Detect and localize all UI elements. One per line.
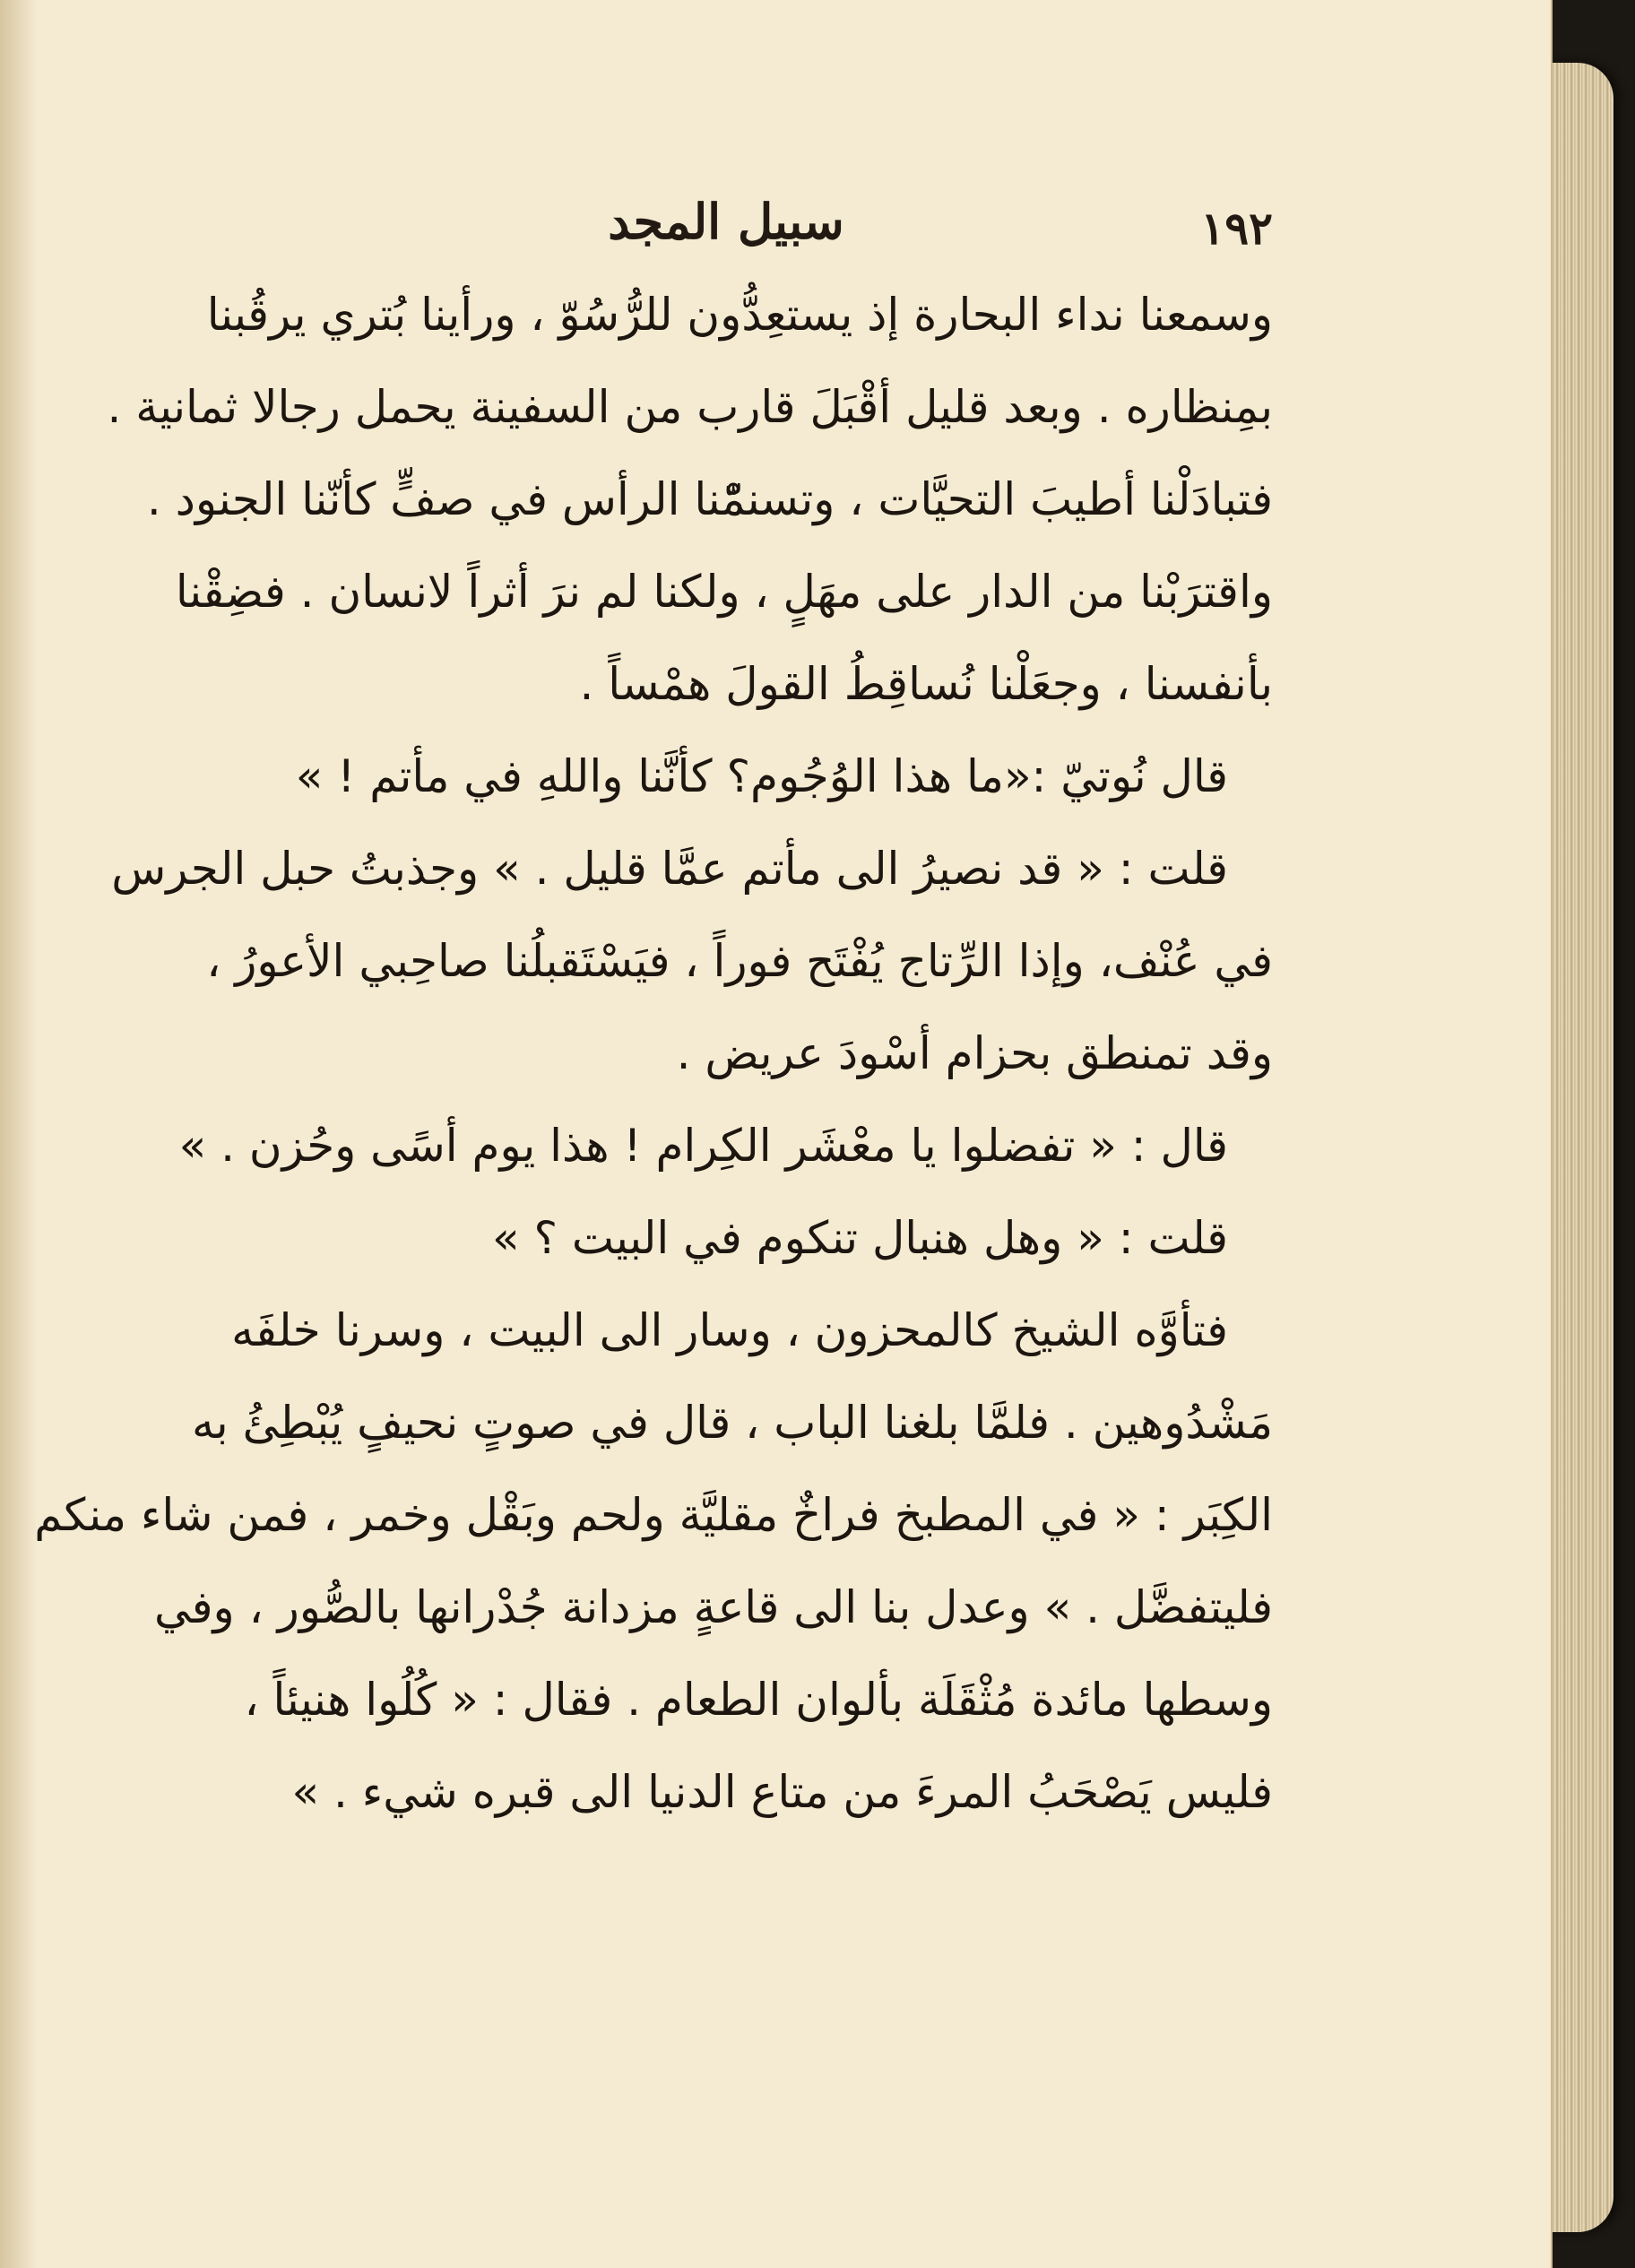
- text-line: فتبادَلْنا أطيبَ التحيَّات ، وتسنمّْنا الرأس في صفٍّ كأنّنا الجنود .: [146, 473, 1273, 525]
- text-line: وقد تمنطق بحزام أسْودَ عريض .: [676, 1027, 1273, 1079]
- text-line: قلت : « قد نصيرُ الى مأتم عمَّا قليل . » وجذبتُ حبل الجرس: [111, 843, 1228, 895]
- text-line: بأنفسنا ، وجعَلْنا نُساقِطُ القولَ همْساً .: [579, 658, 1273, 710]
- running-title: سبيل المجد: [608, 193, 844, 250]
- text-line: واقترَبْنا من الدار على مهَلٍ ، ولكنا لم نرَ أثراً لانسان . فضِقْنا: [175, 566, 1273, 618]
- text-line: قال نُوتيّ :«ما هذا الوُجُوم؟ كأنَّنا واللهِ في مأتم ! »: [295, 750, 1228, 802]
- text-line: قلت : « وهل هنبال تنكوم في البيت ؟ »: [491, 1212, 1228, 1264]
- text-line: الكِبَر : « في المطبخ فراخٌ مقليَّة ولحم وبَقْل وخمر ، فمن شاء منكم: [34, 1489, 1273, 1541]
- text-line: وسمعنا نداء البحارة إذ يستعِدُّون للرُّسُوّ ، ورأينا بُتري يرقُبنا: [206, 289, 1273, 341]
- page-number: ١٩٢: [1200, 202, 1273, 255]
- text-line: بمِنظاره . وبعد قليل أقْبَلَ قارب من السفينة يحمل رجالا ثمانية .: [107, 381, 1273, 433]
- binding-shadow: [0, 0, 36, 2268]
- body-text: [34, 269, 1273, 1839]
- text-line: قال : « تفضلوا يا معْشَر الكِرام ! هذا يوم أسًى وحُزن . »: [178, 1120, 1228, 1172]
- text-line: مَشْدُوهين . فلمَّا بلغنا الباب ، قال في صوتٍ نحيفٍ يُبْطِئُ به: [191, 1397, 1273, 1449]
- text-line: في عُنْف، وإذا الرِّتاج يُفْتَح فوراً ، فيَسْتَقبلُنا صاحِبي الأعورُ ،: [206, 935, 1273, 987]
- text-line: وسطها مائدة مُثْقَلَة بألوان الطعام . فقال : « كُلُوا هنيئاً ،: [244, 1674, 1273, 1726]
- text-line: فتأوَّه الشيخ كالمحزون ، وسار الى البيت ، وسرنا خلفَه: [231, 1304, 1228, 1356]
- text-line: فليس يَصْحَبُ المرءَ من متاع الدنيا الى قبره شيء . »: [291, 1766, 1273, 1818]
- text-line: فليتفضَّل . » وعدل بنا الى قاعةٍ مزدانة جُدْرانها بالصُّور ، وفي: [153, 1581, 1273, 1633]
